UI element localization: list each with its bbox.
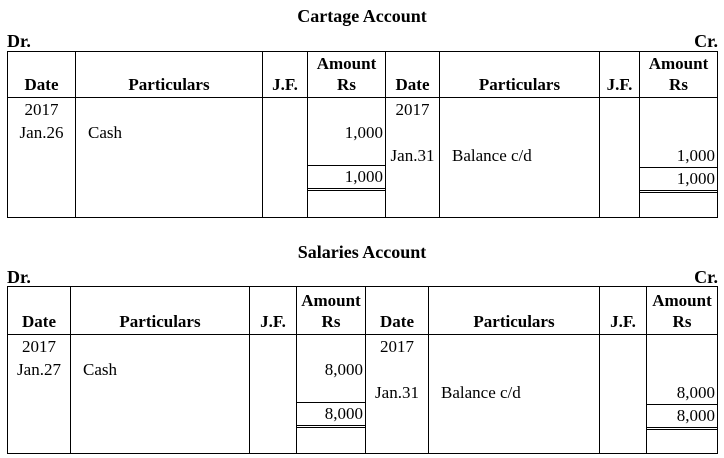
debit-date-cell	[8, 335, 71, 454]
credit-amount: 8,000	[676, 383, 715, 402]
debit-date-cell	[8, 98, 76, 218]
credit-jf-header: J.F.	[600, 287, 647, 335]
debit-date: Jan.26	[19, 123, 64, 142]
double-underline	[640, 190, 717, 203]
debit-particulars-cell	[76, 98, 263, 218]
debit-particulars: Cash	[83, 360, 117, 379]
credit-particulars-header: Particulars	[429, 287, 600, 335]
debit-amount-header	[297, 287, 366, 335]
credit-amount-header	[647, 287, 718, 335]
amount-header-line2: Rs	[321, 312, 341, 331]
dr-label: Dr.	[7, 31, 31, 51]
ledger-title: Salaries Account	[297, 242, 427, 262]
credit-date: Jan.31	[390, 146, 435, 165]
amount-header-line1: Amount	[301, 291, 361, 310]
entries-row	[8, 98, 718, 218]
debit-total: 1,000	[308, 165, 385, 188]
credit-date-header: Date	[386, 52, 440, 98]
debit-total: 8,000	[297, 402, 365, 425]
credit-amount: 1,000	[676, 146, 715, 165]
cr-label: Cr.	[694, 31, 718, 51]
debit-amount-cell	[297, 335, 366, 454]
credit-particulars: Balance c/d	[441, 383, 521, 402]
credit-date-header: Date	[366, 287, 429, 335]
credit-date-cell	[366, 335, 429, 454]
amount-header-line1: Amount	[316, 54, 377, 73]
amount-header-line2: Rs	[672, 312, 692, 331]
header-row	[8, 287, 718, 335]
credit-amount-cell	[640, 98, 718, 218]
debit-jf-cell	[263, 98, 308, 218]
amount-header-line1: Amount	[652, 291, 712, 310]
credit-particulars-cell	[429, 335, 600, 454]
credit-amount-cell	[647, 335, 718, 454]
debit-date: Jan.27	[17, 360, 61, 379]
credit-jf-cell	[600, 335, 647, 454]
debit-year: 2017	[22, 337, 56, 356]
double-underline	[308, 188, 385, 201]
debit-amount: 8,000	[324, 360, 363, 379]
double-underline	[297, 425, 365, 438]
ledger-title: Cartage Account	[297, 6, 427, 26]
cr-label: Cr.	[694, 267, 718, 287]
credit-year: 2017	[395, 100, 430, 119]
credit-total: 8,000	[647, 404, 717, 427]
ledger-table	[7, 51, 718, 218]
debit-amount-cell	[308, 98, 386, 218]
debit-amount-header	[308, 52, 386, 98]
debit-particulars-cell	[71, 335, 250, 454]
credit-date: Jan.31	[375, 383, 419, 402]
debit-particulars-header: Particulars	[76, 52, 263, 98]
debit-jf-header: J.F.	[250, 287, 297, 335]
credit-total: 1,000	[640, 167, 717, 190]
amount-header-line1: Amount	[648, 54, 709, 73]
entries-row	[8, 335, 718, 454]
debit-amount: 1,000	[344, 123, 383, 142]
debit-particulars: Cash	[88, 123, 122, 142]
debit-jf-header: J.F.	[263, 52, 308, 98]
double-underline	[647, 427, 717, 440]
debit-date-header: Date	[8, 52, 76, 98]
credit-particulars-header: Particulars	[440, 52, 600, 98]
debit-jf-cell	[250, 335, 297, 454]
dr-label: Dr.	[7, 267, 31, 287]
header-row	[8, 52, 718, 98]
credit-particulars: Balance c/d	[452, 146, 532, 165]
amount-header-line2: Rs	[669, 75, 688, 94]
credit-date-cell	[386, 98, 440, 218]
ledger-table	[7, 286, 718, 454]
debit-date-header: Date	[8, 287, 71, 335]
credit-jf-header: J.F.	[600, 52, 640, 98]
credit-particulars-cell	[440, 98, 600, 218]
debit-year: 2017	[24, 100, 59, 119]
amount-header-line2: Rs	[337, 75, 356, 94]
credit-amount-header	[640, 52, 718, 98]
debit-particulars-header: Particulars	[71, 287, 250, 335]
credit-jf-cell	[600, 98, 640, 218]
credit-year: 2017	[380, 337, 414, 356]
